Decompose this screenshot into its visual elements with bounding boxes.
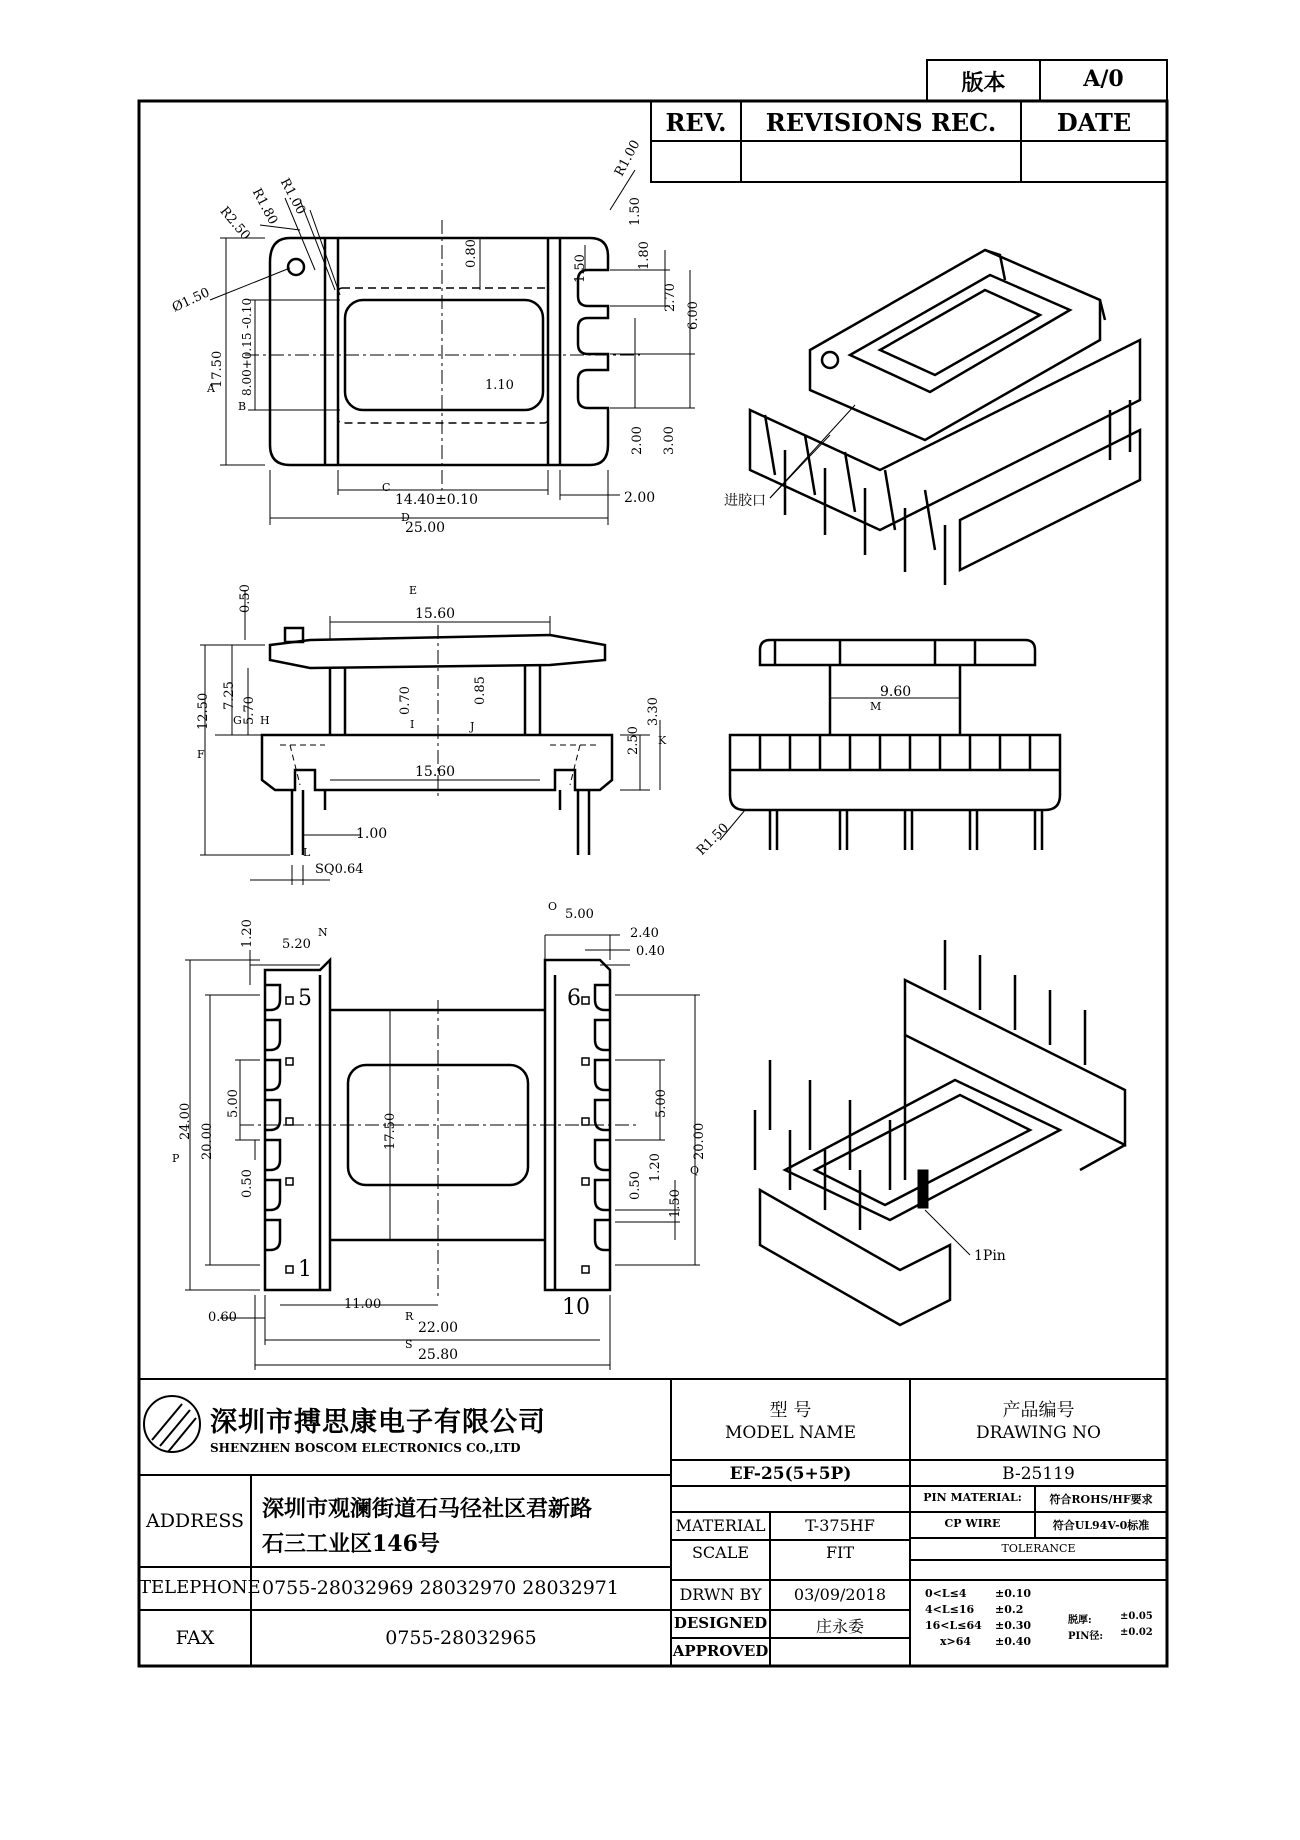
dim-2-70: 2.70 [663, 283, 678, 312]
dim-front-r1-50: R1.50 [694, 820, 732, 859]
dim-side-5-70: 5.70 [242, 696, 257, 725]
revisions-header: REVISIONS REC. [765, 108, 997, 137]
dim-side-3-30: 3.30 [646, 697, 661, 726]
dim-bot-5-20: 5.20 [282, 937, 311, 952]
pin-material-label: PIN MATERIAL: [923, 1491, 1022, 1504]
dim-front-9-60: 9.60 [880, 684, 912, 700]
tol-value-0: ±0.10 [995, 1587, 1032, 1600]
dim-bot-1-50: 1.50 [668, 1189, 683, 1218]
circle-label-c: C [382, 481, 391, 494]
dim-bot-1-20: 1.20 [240, 919, 255, 948]
scale-label: SCALE [691, 1543, 750, 1562]
approved-label: APPROVED [672, 1642, 769, 1660]
company-name-cn: 深圳市搏思康电子有限公司 [210, 1407, 546, 1438]
iso-view-1 [750, 250, 1140, 585]
pin-label-10: 10 [562, 1295, 590, 1320]
circle-label-i: I [410, 718, 415, 731]
drawing-no-value: B-25119 [1002, 1464, 1075, 1484]
circle-label-o: O [548, 900, 558, 913]
tol-range-1: 4<L≤16 [925, 1603, 975, 1616]
dim-side-2-50: 2.50 [626, 726, 641, 755]
pin-label-1: 1 [298, 1257, 312, 1282]
iso-view-2-leader [925, 1210, 970, 1255]
dim-bot-11-00: 11.00 [344, 1297, 382, 1312]
dim-side-15-60-b: 15.60 [415, 764, 456, 780]
dim-1-10: 1.10 [485, 378, 514, 393]
circle-label-l: L [303, 846, 311, 859]
dim-bot-0-60: 0.60 [208, 1310, 237, 1325]
dim-25-00: 25.00 [405, 520, 446, 536]
date-header: DATE [1056, 108, 1132, 137]
dim-3-00: 3.00 [662, 426, 677, 455]
circle-label-k: K [658, 734, 667, 747]
dim-17-50: 17.50 [210, 350, 225, 388]
dim-2-00-b: 2.00 [624, 490, 656, 506]
model-name-cn: 型 号 [769, 1400, 812, 1421]
dim-bot-0-50-right: 0.50 [628, 1171, 643, 1200]
circle-label-s: S [405, 1338, 413, 1351]
bottom-view-centerlines [240, 1000, 640, 1300]
side-view-dimension-lines [200, 590, 660, 885]
version-label: 版本 [961, 70, 1006, 96]
address-line-1: 深圳市观澜街道石马径社区君新路 [262, 1496, 593, 1522]
circle-label-q: Q [690, 1164, 700, 1177]
dim-6-00: 6.00 [686, 301, 701, 330]
circle-label-r: R [405, 1310, 414, 1323]
dim-bot-20-00-right: 20.00 [692, 1122, 707, 1160]
tol-extra-label-0: 脱厚: [1068, 1615, 1092, 1626]
top-view-dimension-lines [210, 170, 695, 525]
circle-label-j: J [470, 720, 475, 733]
dim-2-00-a: 2.00 [630, 426, 645, 455]
fax-label: FAX [175, 1627, 215, 1649]
cp-wire-value: 符合UL94V-0标准 [1052, 1519, 1150, 1532]
dim-bot-25-80: 25.80 [418, 1347, 459, 1363]
circle-label-p: P [172, 1152, 180, 1165]
cp-wire-label: CP WIRE [944, 1517, 1001, 1530]
drawn-by-label: DRWN BY [679, 1585, 762, 1604]
version-value: A/0 [1083, 66, 1124, 92]
dim-bot-20-00-left: 20.00 [200, 1122, 215, 1160]
gate-label: 进胶口 [724, 493, 766, 509]
dim-1-80: 1.80 [637, 241, 652, 270]
tol-range-2: 16<L≤64 [925, 1619, 982, 1632]
dim-side-0-85: 0.85 [473, 676, 488, 705]
dim-bot-17-50: 17.50 [383, 1112, 398, 1150]
dim-r2-50: R2.50 [216, 204, 253, 244]
scale-value: FIT [825, 1543, 855, 1562]
tol-value-2: ±0.30 [995, 1619, 1032, 1632]
tolerance-label: TOLERANCE [1001, 1542, 1076, 1555]
model-name-en: MODEL NAME [724, 1423, 857, 1443]
company-name-en: SHENZHEN BOSCOM ELECTRONICS CO.,LTD [210, 1441, 521, 1455]
material-label: MATERIAL [675, 1516, 766, 1535]
dim-bot-5-00: 5.00 [565, 907, 594, 922]
dim-0-80: 0.80 [464, 239, 479, 268]
dim-1-50-b: 1.50 [573, 254, 588, 283]
tol-range-0: 0<L≤4 [925, 1587, 967, 1600]
dim-side-0-50: 0.50 [238, 584, 253, 613]
circle-label-b: B [238, 400, 247, 413]
dim-14-40: 14.40±0.10 [395, 492, 478, 508]
address-line-2: 石三工业区146号 [262, 1531, 440, 1557]
designed-value: 庄永委 [815, 1617, 864, 1636]
circle-label-g: G [233, 714, 242, 727]
circle-label-m: M [870, 700, 882, 713]
fax-value: 0755-28032965 [385, 1627, 537, 1649]
dim-bot-1-20-right: 1.20 [648, 1153, 663, 1182]
drawn-by-value: 03/09/2018 [793, 1585, 887, 1604]
iso-view-2 [755, 940, 1125, 1325]
address-label: ADDRESS [145, 1510, 245, 1532]
pin-label-6: 6 [567, 986, 581, 1011]
drawing-no-cn: 产品编号 [1002, 1400, 1075, 1421]
tol-extra-value-0: ±0.05 [1120, 1611, 1153, 1622]
dim-bot-2-40: 2.40 [630, 926, 659, 941]
circle-label-f: F [197, 748, 205, 761]
tol-value-1: ±0.2 [995, 1603, 1024, 1616]
dim-bot-5-00-right: 5.00 [654, 1089, 669, 1118]
drawing-no-en: DRAWING NO [976, 1423, 1101, 1443]
circle-label-h: H [260, 714, 270, 727]
tol-extra-value-1: ±0.02 [1120, 1627, 1153, 1638]
dim-side-15-60-a: 15.60 [415, 606, 456, 622]
model-name-value: EF-25(5+5P) [729, 1464, 852, 1484]
circle-label-d: D [401, 511, 410, 524]
dim-r1-top: R1.00 [612, 137, 644, 180]
dim-bot-0-50-left: 0.50 [240, 1169, 255, 1198]
tol-value-3: ±0.40 [995, 1635, 1032, 1648]
dim-side-sq0-64: SQ0.64 [315, 862, 364, 877]
dim-r1-80: R1.80 [248, 186, 281, 228]
dim-side-0-70: 0.70 [398, 686, 413, 715]
dim-r1-00: R1.00 [276, 176, 309, 218]
side-view [262, 628, 612, 855]
dim-bot-0-40: 0.40 [636, 944, 665, 959]
tol-range-3: x>64 [940, 1635, 972, 1648]
pin-label-5: 5 [298, 986, 312, 1011]
front-view [730, 640, 1060, 850]
dim-dia-1-50: Ø1.50 [170, 285, 213, 316]
bottom-view-dimension-lines [185, 935, 700, 1370]
rev-header: REV. [665, 108, 727, 137]
dim-8-00-tol: 8.00+0.15 -0.10 [240, 297, 254, 396]
circle-label-a: A [207, 382, 215, 395]
dim-side-12-50: 12.50 [196, 692, 211, 730]
circle-label-n: N [318, 926, 328, 939]
dim-bot-22-00: 22.00 [418, 1320, 459, 1336]
dim-bot-24-00: 24.00 [178, 1102, 193, 1140]
top-view [270, 238, 608, 465]
dim-1-50-a: 1.50 [628, 197, 643, 226]
pin-material-value: 符合ROHS/HF要求 [1049, 1493, 1153, 1506]
pin1-label: 1Pin [974, 1248, 1006, 1264]
dim-side-7-25: 7.25 [222, 681, 237, 710]
material-value: T-375HF [805, 1516, 875, 1535]
telephone-value: 0755-28032969 28032970 28032971 [262, 1577, 619, 1599]
designed-label: DESIGNED [673, 1614, 768, 1632]
tol-extra-label-1: PIN径: [1068, 1631, 1104, 1642]
dim-side-1-00: 1.00 [356, 826, 388, 842]
telephone-label: TELEPHONE [139, 1577, 261, 1598]
dim-bot-5-00-left: 5.00 [226, 1089, 241, 1118]
circle-label-e: E [409, 584, 418, 597]
